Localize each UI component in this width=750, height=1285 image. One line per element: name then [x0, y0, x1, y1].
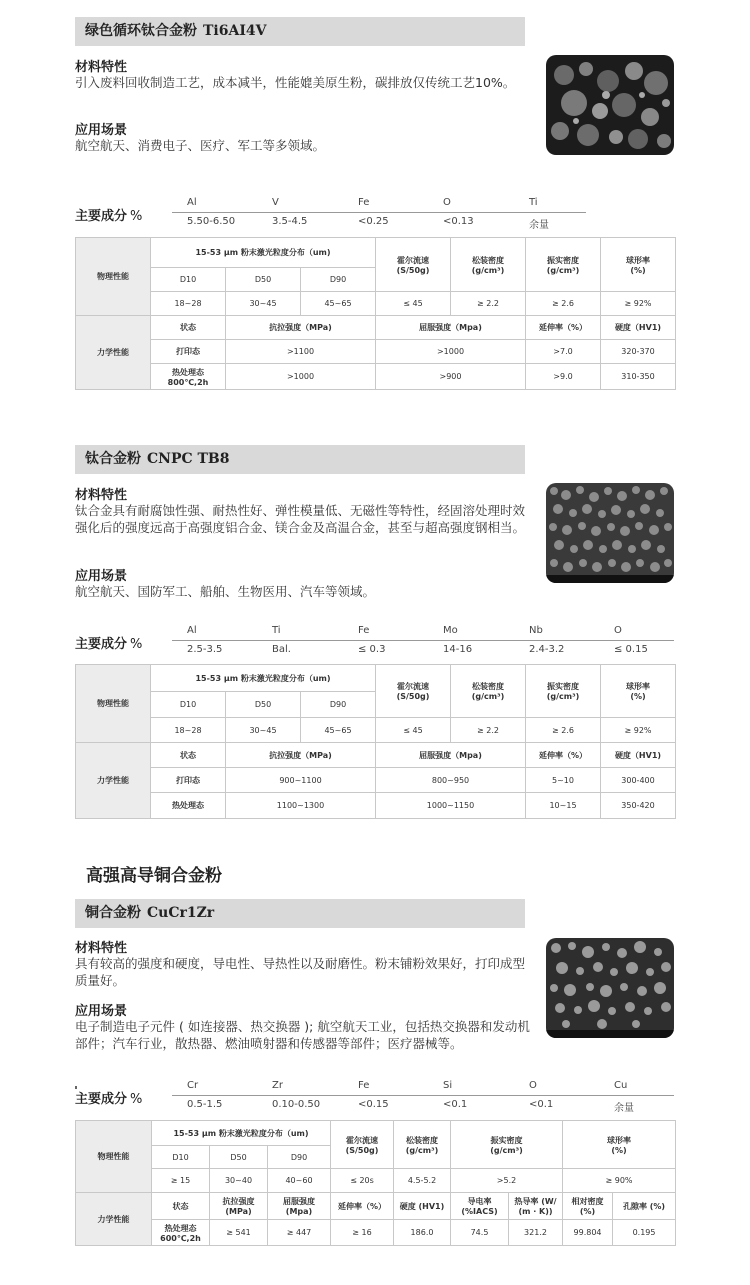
sphericity-value: ≥ 92% — [601, 292, 676, 316]
comp-element: Si — [443, 1080, 453, 1091]
composition-label: 主要成分 % — [75, 209, 143, 224]
section-title-cn: 钛合金粉 — [85, 451, 141, 467]
porosity-value: 0.195 — [613, 1220, 676, 1246]
comp-element: Ti — [529, 197, 538, 208]
yield-value: >1000 — [376, 340, 526, 364]
relative-density-header: 相对密度 (%) — [563, 1193, 613, 1220]
comp-value: <0.1 — [529, 1099, 554, 1110]
hall-flow-header: 霍尔流速 (S/50g) — [376, 665, 451, 718]
state-value: 打印态 — [151, 340, 226, 364]
comp-value: 余量 — [529, 220, 549, 231]
composition-divider — [172, 212, 586, 213]
comp-value: 3.5-4.5 — [272, 216, 308, 227]
d50-value: 30~40 — [210, 1169, 268, 1193]
sphericity-header: 球形率 (%) — [601, 665, 676, 718]
properties-table — [75, 664, 676, 819]
composition-label: 主要成分 % — [75, 637, 143, 652]
state-header: 状态 — [151, 316, 226, 340]
state-value: 热处理态 600℃,2h — [152, 1220, 210, 1246]
application-label: 应用场景 — [75, 569, 128, 584]
comp-element: O — [443, 197, 451, 208]
comp-element: Zr — [272, 1080, 283, 1091]
tensile-value: 1100~1300 — [226, 793, 376, 819]
comp-value: 0.5-1.5 — [187, 1099, 223, 1110]
sphericity-value: ≥ 90% — [563, 1169, 676, 1193]
d50-header: D50 — [210, 1146, 268, 1169]
comp-element: O — [529, 1080, 537, 1091]
hardness-value: 186.0 — [394, 1220, 451, 1246]
elongation-header: 延伸率（%） — [526, 743, 601, 768]
thermal-conductivity-header: 热导率 (W/ (m · K)) — [509, 1193, 563, 1220]
application-text: 航空航天、消费电子、医疗、军工等多领域。 — [75, 138, 326, 153]
relative-density-value: 99.804 — [563, 1220, 613, 1246]
comp-value: <0.13 — [443, 216, 474, 227]
composition-label: 主要成分 % — [75, 1092, 143, 1107]
hall-flow-header: 霍尔流速 (S/50g) — [331, 1121, 394, 1169]
phys-label: 物理性能 — [76, 238, 151, 316]
hardness-value: 320-370 — [601, 340, 676, 364]
state-value: 打印态 — [151, 768, 226, 793]
comp-value: Bal. — [272, 644, 291, 655]
yield-header: 屈服强度 (Mpa) — [268, 1193, 331, 1220]
comp-element: Fe — [358, 1080, 370, 1091]
d90-value: 45~65 — [301, 292, 376, 316]
comp-element: Fe — [358, 197, 370, 208]
properties-table — [75, 1120, 676, 1246]
apparent-density-value: 4.5-5.2 — [394, 1169, 451, 1193]
sphericity-header: 球形率 (%) — [601, 238, 676, 292]
conductivity-header: 导电率 (%IACS) — [451, 1193, 509, 1220]
yield-value: ≥ 447 — [268, 1220, 331, 1246]
section-title-en: CuCr1Zr — [147, 905, 215, 921]
composition-divider — [172, 1095, 674, 1096]
sem-powder-image — [546, 483, 674, 583]
tensile-value: >1100 — [226, 340, 376, 364]
tap-density-header: 振实密度 (g/cm³) — [451, 1121, 563, 1169]
porosity-header: 孔隙率 (%) — [613, 1193, 676, 1220]
phys-label: 物理性能 — [76, 665, 151, 743]
elongation-header: 延伸率（%） — [331, 1193, 394, 1220]
section-title-cn: 铜合金粉 — [85, 905, 141, 921]
comp-element: Mo — [443, 625, 458, 636]
d90-header: D90 — [301, 692, 376, 718]
tap-density-header: 振实密度 (g/cm³) — [526, 238, 601, 292]
composition-divider — [172, 640, 674, 641]
material-label: 材料特性 — [75, 60, 128, 75]
d10-value: ≥ 15 — [152, 1169, 210, 1193]
d90-value: 40~60 — [268, 1169, 331, 1193]
hardness-value: 350-420 — [601, 793, 676, 819]
tap-density-value: ≥ 2.6 — [526, 292, 601, 316]
comp-element: Fe — [358, 625, 370, 636]
elongation-value: >7.0 — [526, 340, 601, 364]
state-header: 状态 — [152, 1193, 210, 1220]
psd-title: 15-53 μm 粉末激光粒度分布（um) — [152, 1121, 331, 1146]
hall-flow-value: ≤ 20s — [331, 1169, 394, 1193]
tensile-header: 抗拉强度 (MPa) — [210, 1193, 268, 1220]
d50-header: D50 — [226, 268, 301, 292]
d10-header: D10 — [152, 1146, 210, 1169]
comp-value: 余量 — [614, 1103, 634, 1114]
comp-value: <0.1 — [443, 1099, 468, 1110]
apparent-density-header: 松装密度 (g/cm³) — [451, 238, 526, 292]
sphericity-value: ≥ 92% — [601, 718, 676, 743]
sem-powder-image — [546, 55, 674, 155]
comp-value: 5.50-6.50 — [187, 216, 236, 227]
apparent-density-value: ≥ 2.2 — [451, 292, 526, 316]
hall-flow-value: ≤ 45 — [376, 718, 451, 743]
d50-value: 30~45 — [226, 292, 301, 316]
phys-label: 物理性能 — [76, 1121, 152, 1193]
mech-label: 力学性能 — [76, 1193, 152, 1246]
section-header-ti6al4v — [75, 17, 525, 46]
hardness-value: 300-400 — [601, 768, 676, 793]
conductivity-value: 74.5 — [451, 1220, 509, 1246]
d10-header: D10 — [151, 692, 226, 718]
d90-header: D90 — [301, 268, 376, 292]
d10-header: D10 — [151, 268, 226, 292]
comp-element: Cr — [187, 1080, 199, 1091]
hardness-header: 硬度 (HV1) — [394, 1193, 451, 1220]
comp-value: <0.15 — [358, 1099, 389, 1110]
tensile-header: 抗拉强度（MPa) — [226, 743, 376, 768]
comp-value: 0.10-0.50 — [272, 1099, 321, 1110]
comp-value: ≤ 0.15 — [614, 644, 648, 655]
apparent-density-value: ≥ 2.2 — [451, 718, 526, 743]
section-title-cn: 绿色循环钛合金粉 — [85, 23, 197, 39]
section-header-cucr1zr — [75, 899, 525, 928]
application-text: 电子制造电子元件 ( 如连接器、热交换器 ); 航空航天工业，包括热交换器和发动机部件；汽车行业，散热器、燃油喷射器和传感器等部件；医疗器械等。 — [75, 1019, 530, 1051]
tap-density-value: >5.2 — [451, 1169, 563, 1193]
yield-value: 800~950 — [376, 768, 526, 793]
hall-flow-value: ≤ 45 — [376, 292, 451, 316]
psd-title: 15-53 μm 粉末激光粒度分布（um) — [151, 238, 376, 268]
yield-value: 1000~1150 — [376, 793, 526, 819]
comp-element: V — [272, 197, 279, 208]
thermal-conductivity-value: 321.2 — [509, 1220, 563, 1246]
state-value: 热处理态 800℃,2h — [151, 364, 226, 390]
application-text: 航空航天、国防军工、船舶、生物医用、汽车等领域。 — [75, 584, 376, 599]
sphericity-header: 球形率 (%) — [563, 1121, 676, 1169]
comp-element: Ti — [272, 625, 281, 636]
material-text: 钛合金具有耐腐蚀性强、耐热性好、弹性模量低、无磁性等特性，经固溶处理时效强化后的强度远高于高强度铝合金、镁合金及高温合金，甚至与超高强度钢相当。 — [75, 503, 526, 535]
d90-value: 45~65 — [301, 718, 376, 743]
comp-value: <0.25 — [358, 216, 389, 227]
comp-value: ≤ 0.3 — [358, 644, 386, 655]
tensile-value: 900~1100 — [226, 768, 376, 793]
d50-value: 30~45 — [226, 718, 301, 743]
material-label: 材料特性 — [75, 941, 128, 956]
comp-element: Cu — [614, 1080, 628, 1091]
mech-label: 力学性能 — [76, 316, 151, 390]
application-label: 应用场景 — [75, 1004, 128, 1019]
comp-element: O — [614, 625, 622, 636]
comp-value: 14-16 — [443, 644, 473, 655]
apparent-density-header: 松装密度 (g/cm³) — [451, 665, 526, 718]
yield-header: 屈服强度（Mpa) — [376, 316, 526, 340]
section-header-tb8 — [75, 445, 525, 474]
material-label: 材料特性 — [75, 488, 128, 503]
tensile-value: >1000 — [226, 364, 376, 390]
yield-header: 屈服强度（Mpa) — [376, 743, 526, 768]
properties-table — [75, 237, 676, 390]
mech-label: 力学性能 — [76, 743, 151, 819]
section-title-en: CNPC TB8 — [147, 451, 230, 467]
material-text: 引入废料回收制造工艺，成本减半，性能媲美原生粉，碳排放仅传统工艺10%。 — [75, 75, 516, 90]
elongation-value: ≥ 16 — [331, 1220, 394, 1246]
state-header: 状态 — [151, 743, 226, 768]
comp-element: Al — [187, 625, 197, 636]
application-label: 应用场景 — [75, 123, 128, 138]
yield-value: >900 — [376, 364, 526, 390]
d90-header: D90 — [268, 1146, 331, 1169]
state-value: 热处理态 — [151, 793, 226, 819]
comp-element: Nb — [529, 625, 543, 636]
hall-flow-header: 霍尔流速 (S/50g) — [376, 238, 451, 292]
comp-value: 2.5-3.5 — [187, 644, 223, 655]
elongation-value: 10~15 — [526, 793, 601, 819]
hardness-value: 310-350 — [601, 364, 676, 390]
elongation-value: 5~10 — [526, 768, 601, 793]
section-title-en: Ti6AI4V — [203, 23, 267, 39]
sem-powder-image — [546, 938, 674, 1038]
elongation-header: 延伸率（%） — [526, 316, 601, 340]
apparent-density-header: 松装密度 (g/cm³) — [394, 1121, 451, 1169]
section-title: 高强高导铜合金粉 — [86, 866, 222, 886]
d10-value: 18~28 — [151, 718, 226, 743]
elongation-value: >9.0 — [526, 364, 601, 390]
psd-title: 15-53 μm 粉末激光粒度分布（um) — [151, 665, 376, 692]
material-text: 具有较高的强度和硬度，导电性、导热性以及耐磨性。粉末铺粉效果好，打印成型质量好。 — [75, 956, 526, 988]
tap-density-value: ≥ 2.6 — [526, 718, 601, 743]
hardness-header: 硬度（HV1) — [601, 743, 676, 768]
tensile-header: 抗拉强度（MPa) — [226, 316, 376, 340]
comp-value: 2.4-3.2 — [529, 644, 565, 655]
tensile-value: ≥ 541 — [210, 1220, 268, 1246]
d50-header: D50 — [226, 692, 301, 718]
tap-density-header: 振实密度 (g/cm³) — [526, 665, 601, 718]
d10-value: 18~28 — [151, 292, 226, 316]
hardness-header: 硬度（HV1) — [601, 316, 676, 340]
comp-element: Al — [187, 197, 197, 208]
